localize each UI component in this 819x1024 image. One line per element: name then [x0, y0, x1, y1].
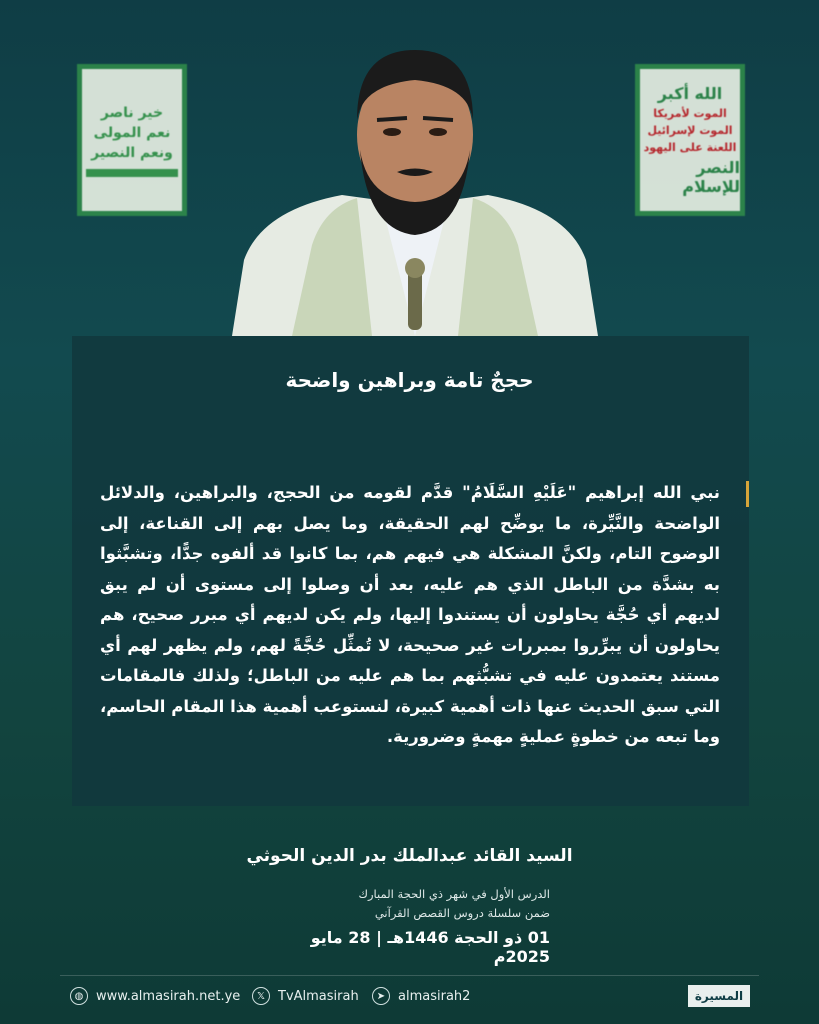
- banner-left-line: نعم المولى: [93, 125, 171, 141]
- footer-telegram[interactable]: [372, 987, 470, 1005]
- speaker-name: السيد القائد عبدالملك بدر الدين الحوثي: [246, 846, 573, 866]
- footer-website[interactable]: [70, 987, 240, 1005]
- globe-icon: ◍: [70, 987, 88, 1005]
- quote-body: نبي الله إبراهيم "عَلَيْهِ السَّلَامُ" قدَّم لقومه من الحجج، والبراهين، والدلائل الواضحة والنَّيِّرة، ما يوضِّح لهم الحقيقة، وما يصل بهم إلى القناعة، إلى الوضوح التام، ولكنَّ المشكلة هي فيهم هم، بما كانوا قد ألفوه جدًّا، وتشبَّثوا به بشدَّة من الباطل الذي هم عليه، بعد أن وصلوا إلى مستوى أن لم يبق لديهم أي حُجَّة يحاولون أن يستندوا إليها، ولم يكن لديهم أي مبرر صحيح، هم يحاولون أن يبرِّروا بمبررات غير صحيحة، لا تُمثِّل حُجَّةً لهم، ولم يظهر لهم أي مستند يعتمدون عليه في تشبُّثهم بما هم عليه من الباطل؛ ولذلك فالمقامات التي سبق الحديث عنها ذات أهمية كبيرة، لنستوعب أهمية هذا المقام الحاسم، وما تبعه من خطوةٍ عمليةٍ مهمةٍ وضرورية.: [100, 483, 720, 746]
- footer-divider: [60, 975, 759, 976]
- lesson-line-1: الدرس الأول في شهر ذي الحجة المبارك: [358, 887, 550, 901]
- lesson-date: 01 ذو الحجة 1446هـ | 28 مايو 2025م: [310, 928, 550, 966]
- banner-left-line: ونعم النصير: [91, 145, 173, 161]
- banner-right-line: اللعنة على اليهود: [643, 141, 737, 154]
- almasirah-logo: المسيرة: [688, 985, 750, 1007]
- accent-bar: [746, 481, 749, 507]
- banner-right: [635, 64, 745, 216]
- telegram-icon: ➤: [372, 987, 390, 1005]
- website-text: www.almasirah.net.ye: [96, 988, 241, 1004]
- footer-x[interactable]: [252, 987, 359, 1005]
- banner-right-line: النصر للإسلام: [682, 158, 740, 196]
- banner-strip: [86, 169, 178, 177]
- lesson-line-2: ضمن سلسلة دروس القصص القرآني: [374, 906, 550, 920]
- banner-right-line: الموت لإسرائيل: [647, 124, 733, 137]
- banner-right-line: الموت لأمريكا: [653, 107, 727, 120]
- speaker-figure: [232, 30, 598, 336]
- banner-left-line: خير ناصر: [100, 105, 164, 121]
- x-handle-text: TvAlmasirah: [278, 988, 359, 1004]
- banner-left: [77, 64, 187, 216]
- card-title: حججٌ تامة وبراهين واضحة: [285, 368, 534, 392]
- telegram-text: almasirah2: [398, 988, 471, 1004]
- banner-right-line: الله أكبر: [657, 84, 723, 103]
- x-icon: 𝕏: [252, 987, 270, 1005]
